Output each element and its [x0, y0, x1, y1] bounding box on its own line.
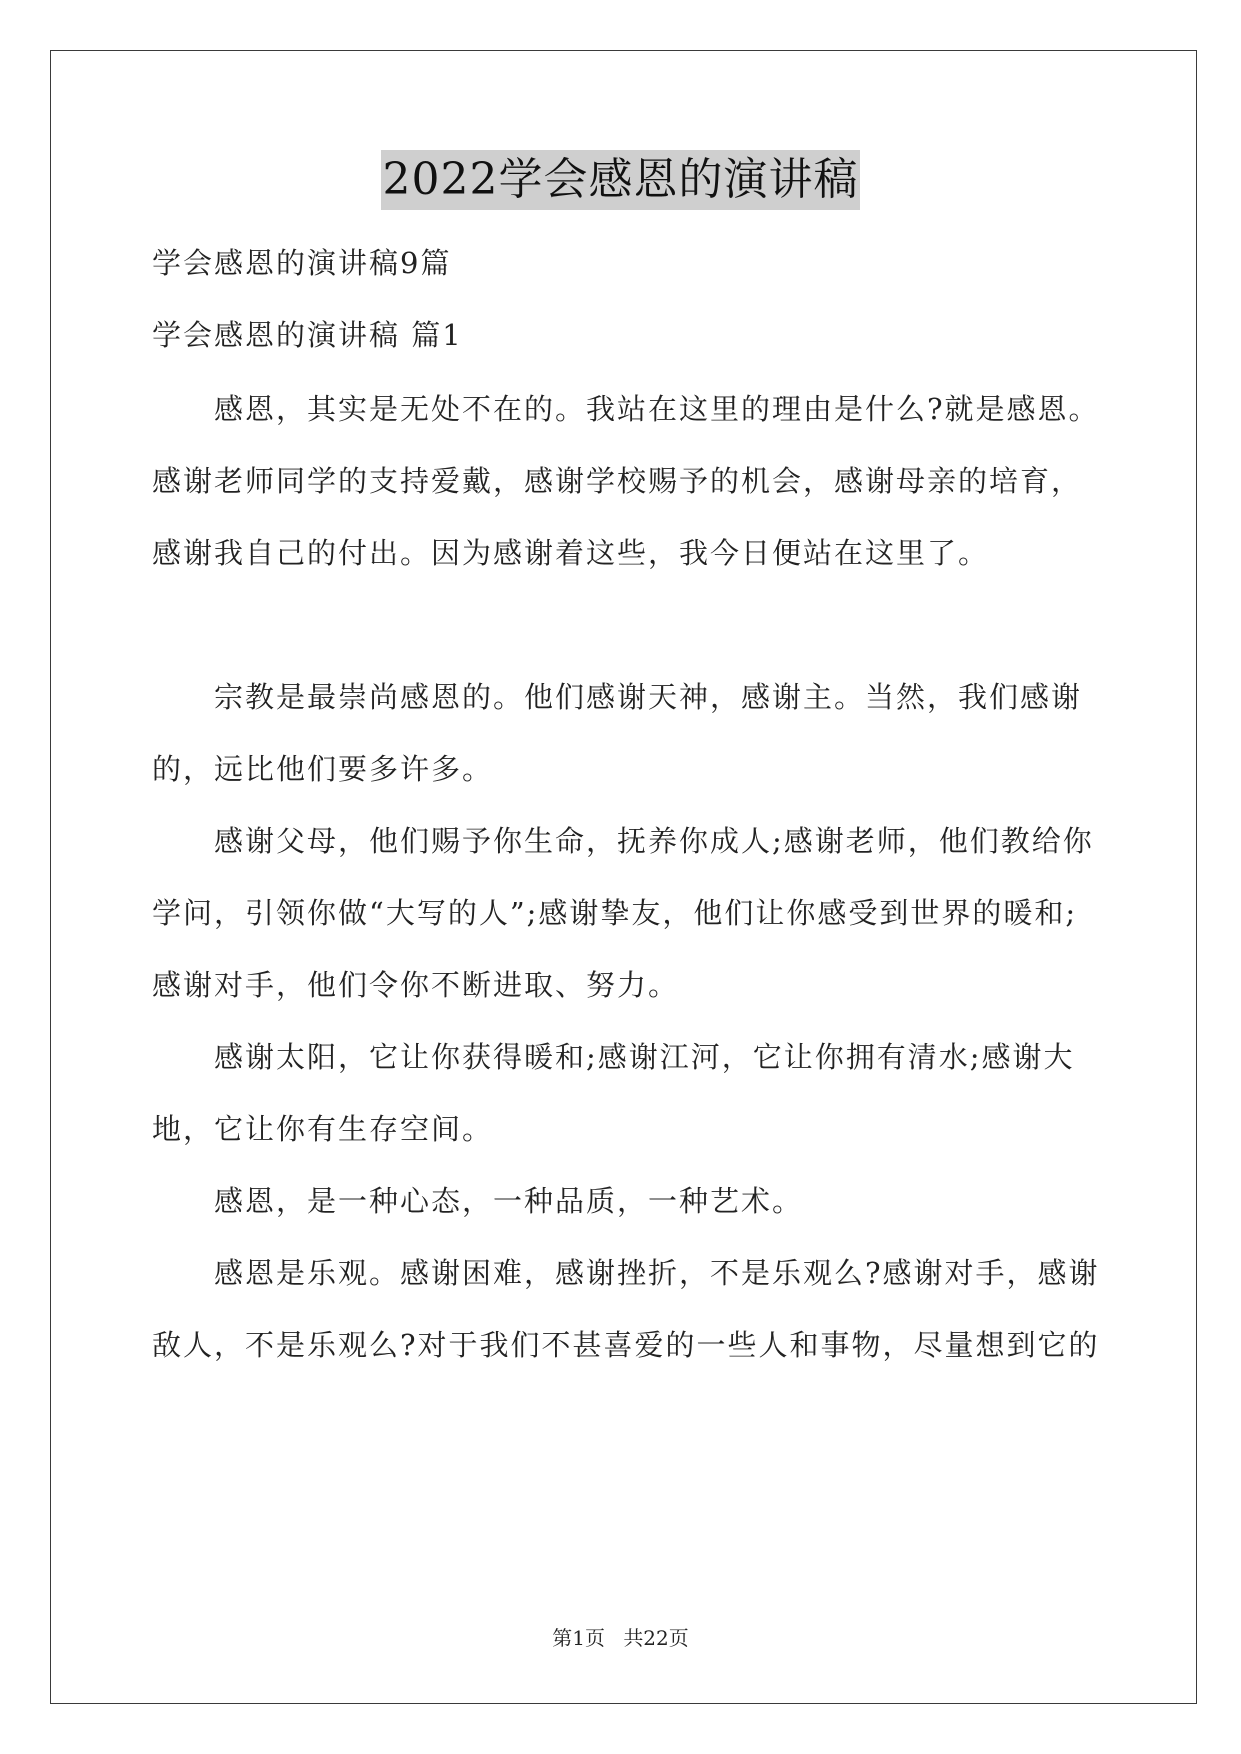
title-wrap	[0, 150, 1241, 210]
paragraph-line: 感恩，是一种心态，一种品质，一种艺术。	[214, 1184, 804, 1218]
paragraph-line: 感谢对手，他们令你不断进取、努力。	[152, 968, 680, 1002]
paragraph-line: 的，远比他们要多许多。	[152, 752, 494, 786]
paragraph-line: 宗教是最崇尚感恩的。他们感谢天神，感谢主。当然，我们感谢	[214, 680, 1083, 714]
page-number: 第1页	[552, 1626, 605, 1650]
paragraph-line: 感谢父母，他们赐予你生命，抚养你成人;感谢老师，他们教给你	[214, 824, 1094, 858]
paragraph-line: 感谢太阳，它让你获得暖和;感谢江河，它让你拥有清水;感谢大	[214, 1040, 1075, 1074]
heading-section: 学会感恩的演讲稿 篇1	[152, 318, 463, 352]
paragraph-line: 学问，引领你做“大写的人”;感谢挚友，他们让你感受到世界的暖和;	[152, 896, 1078, 930]
page-footer	[0, 1622, 1241, 1651]
paragraph-line: 感恩，其实是无处不在的。我站在这里的理由是什么?就是感恩。	[214, 392, 1100, 426]
paragraph-line: 地，它让你有生存空间。	[152, 1112, 494, 1146]
page-total: 共22页	[623, 1626, 689, 1650]
paragraph-line: 感谢老师同学的支持爱戴，感谢学校赐予的机会，感谢母亲的培育，	[152, 464, 1083, 498]
page-border	[50, 50, 1197, 1704]
document-title: 2022学会感恩的演讲稿	[381, 150, 861, 210]
paragraph-line: 敌人，不是乐观么?对于我们不甚喜爱的一些人和事物，尽量想到它的	[152, 1328, 1100, 1362]
paragraph-line: 感恩是乐观。感谢困难，感谢挫折，不是乐观么?感谢对手，感谢	[214, 1256, 1100, 1290]
heading-collection: 学会感恩的演讲稿9篇	[152, 246, 452, 280]
paragraph-line: 感谢我自己的付出。因为感谢着这些，我今日便站在这里了。	[152, 536, 990, 570]
